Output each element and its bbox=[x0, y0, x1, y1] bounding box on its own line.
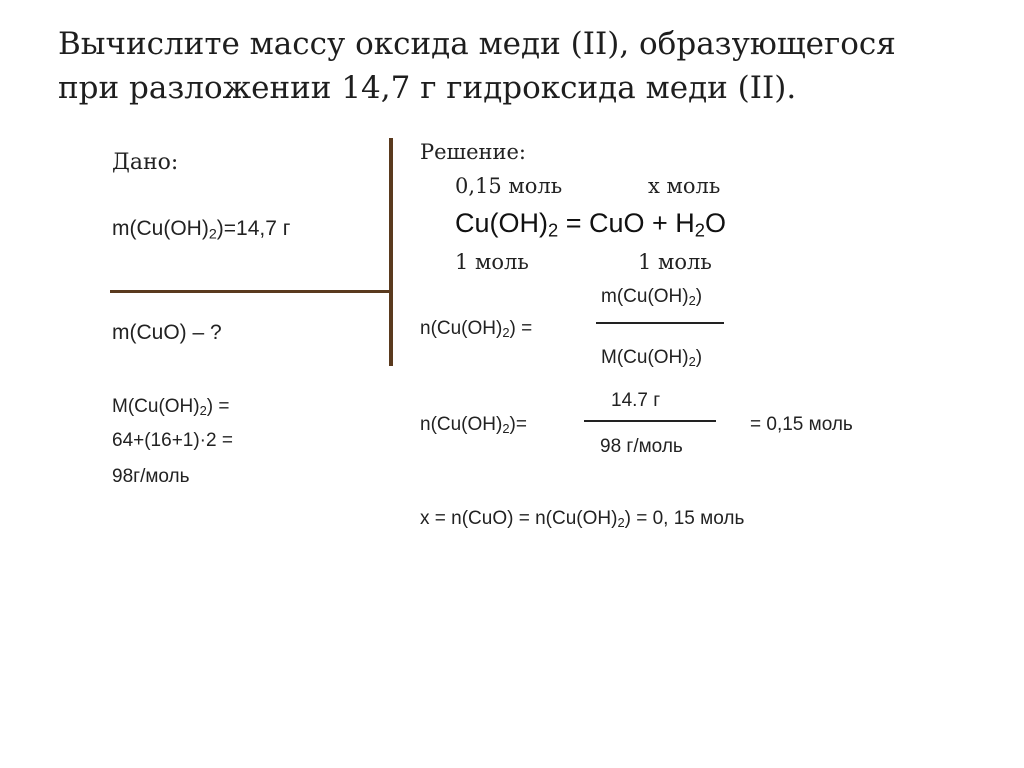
given-heading: Дано: bbox=[112, 150, 179, 175]
formula-numerator: $m(Cu(OH)_2)$ bbox=[601, 286, 703, 309]
formula-denominator: $M(Cu(OH)_2)$ bbox=[601, 347, 703, 370]
find-mass-cuo: m(CuO) – ? bbox=[112, 321, 222, 344]
calc-result: = 0,15 моль bbox=[750, 414, 853, 435]
calc-lhs: $n(Cu(OH)_2)=$ bbox=[420, 414, 527, 437]
moles-below-right: 1 моль bbox=[638, 250, 712, 274]
solution-heading: Решение: bbox=[420, 140, 527, 164]
calc-fraction-bar bbox=[584, 420, 716, 422]
given-mass-cu-oh2: $m(Cu(OH)_2)=14,7$ г bbox=[112, 217, 291, 243]
moles-above-right: x моль bbox=[648, 174, 721, 198]
problem-statement bbox=[58, 22, 896, 110]
moles-above-left: 0,15 моль bbox=[455, 174, 563, 198]
vertical-divider bbox=[389, 138, 393, 366]
conclusion: $x = n(CuO) = n(Cu(OH)_2) = 0$, 15 моль bbox=[420, 508, 745, 531]
molar-mass-calc: 64+(16+1)·2 = bbox=[112, 430, 233, 451]
calc-numerator: 14.7 г bbox=[611, 390, 661, 411]
title-line-2: при разложении 14,7 г гидроксида меди (II). bbox=[58, 70, 797, 106]
calc-denominator: 98 г/моль bbox=[600, 436, 683, 457]
reaction-equation: $Cu(OH)_2$ = CuO + $H_2O$ bbox=[455, 208, 727, 241]
moles-below-left: 1 моль bbox=[455, 250, 529, 274]
formula-fraction-bar bbox=[596, 322, 724, 324]
horizontal-divider bbox=[110, 290, 393, 293]
formula-lhs: $n(Cu(OH)_2)$ = bbox=[420, 318, 533, 341]
title-line-1: Вычислите массу оксида меди (II), образующегося bbox=[58, 26, 896, 62]
molar-mass-result: 98г/моль bbox=[112, 466, 190, 487]
molar-mass-label: $M(Cu(OH)_2)$ = bbox=[112, 396, 230, 419]
